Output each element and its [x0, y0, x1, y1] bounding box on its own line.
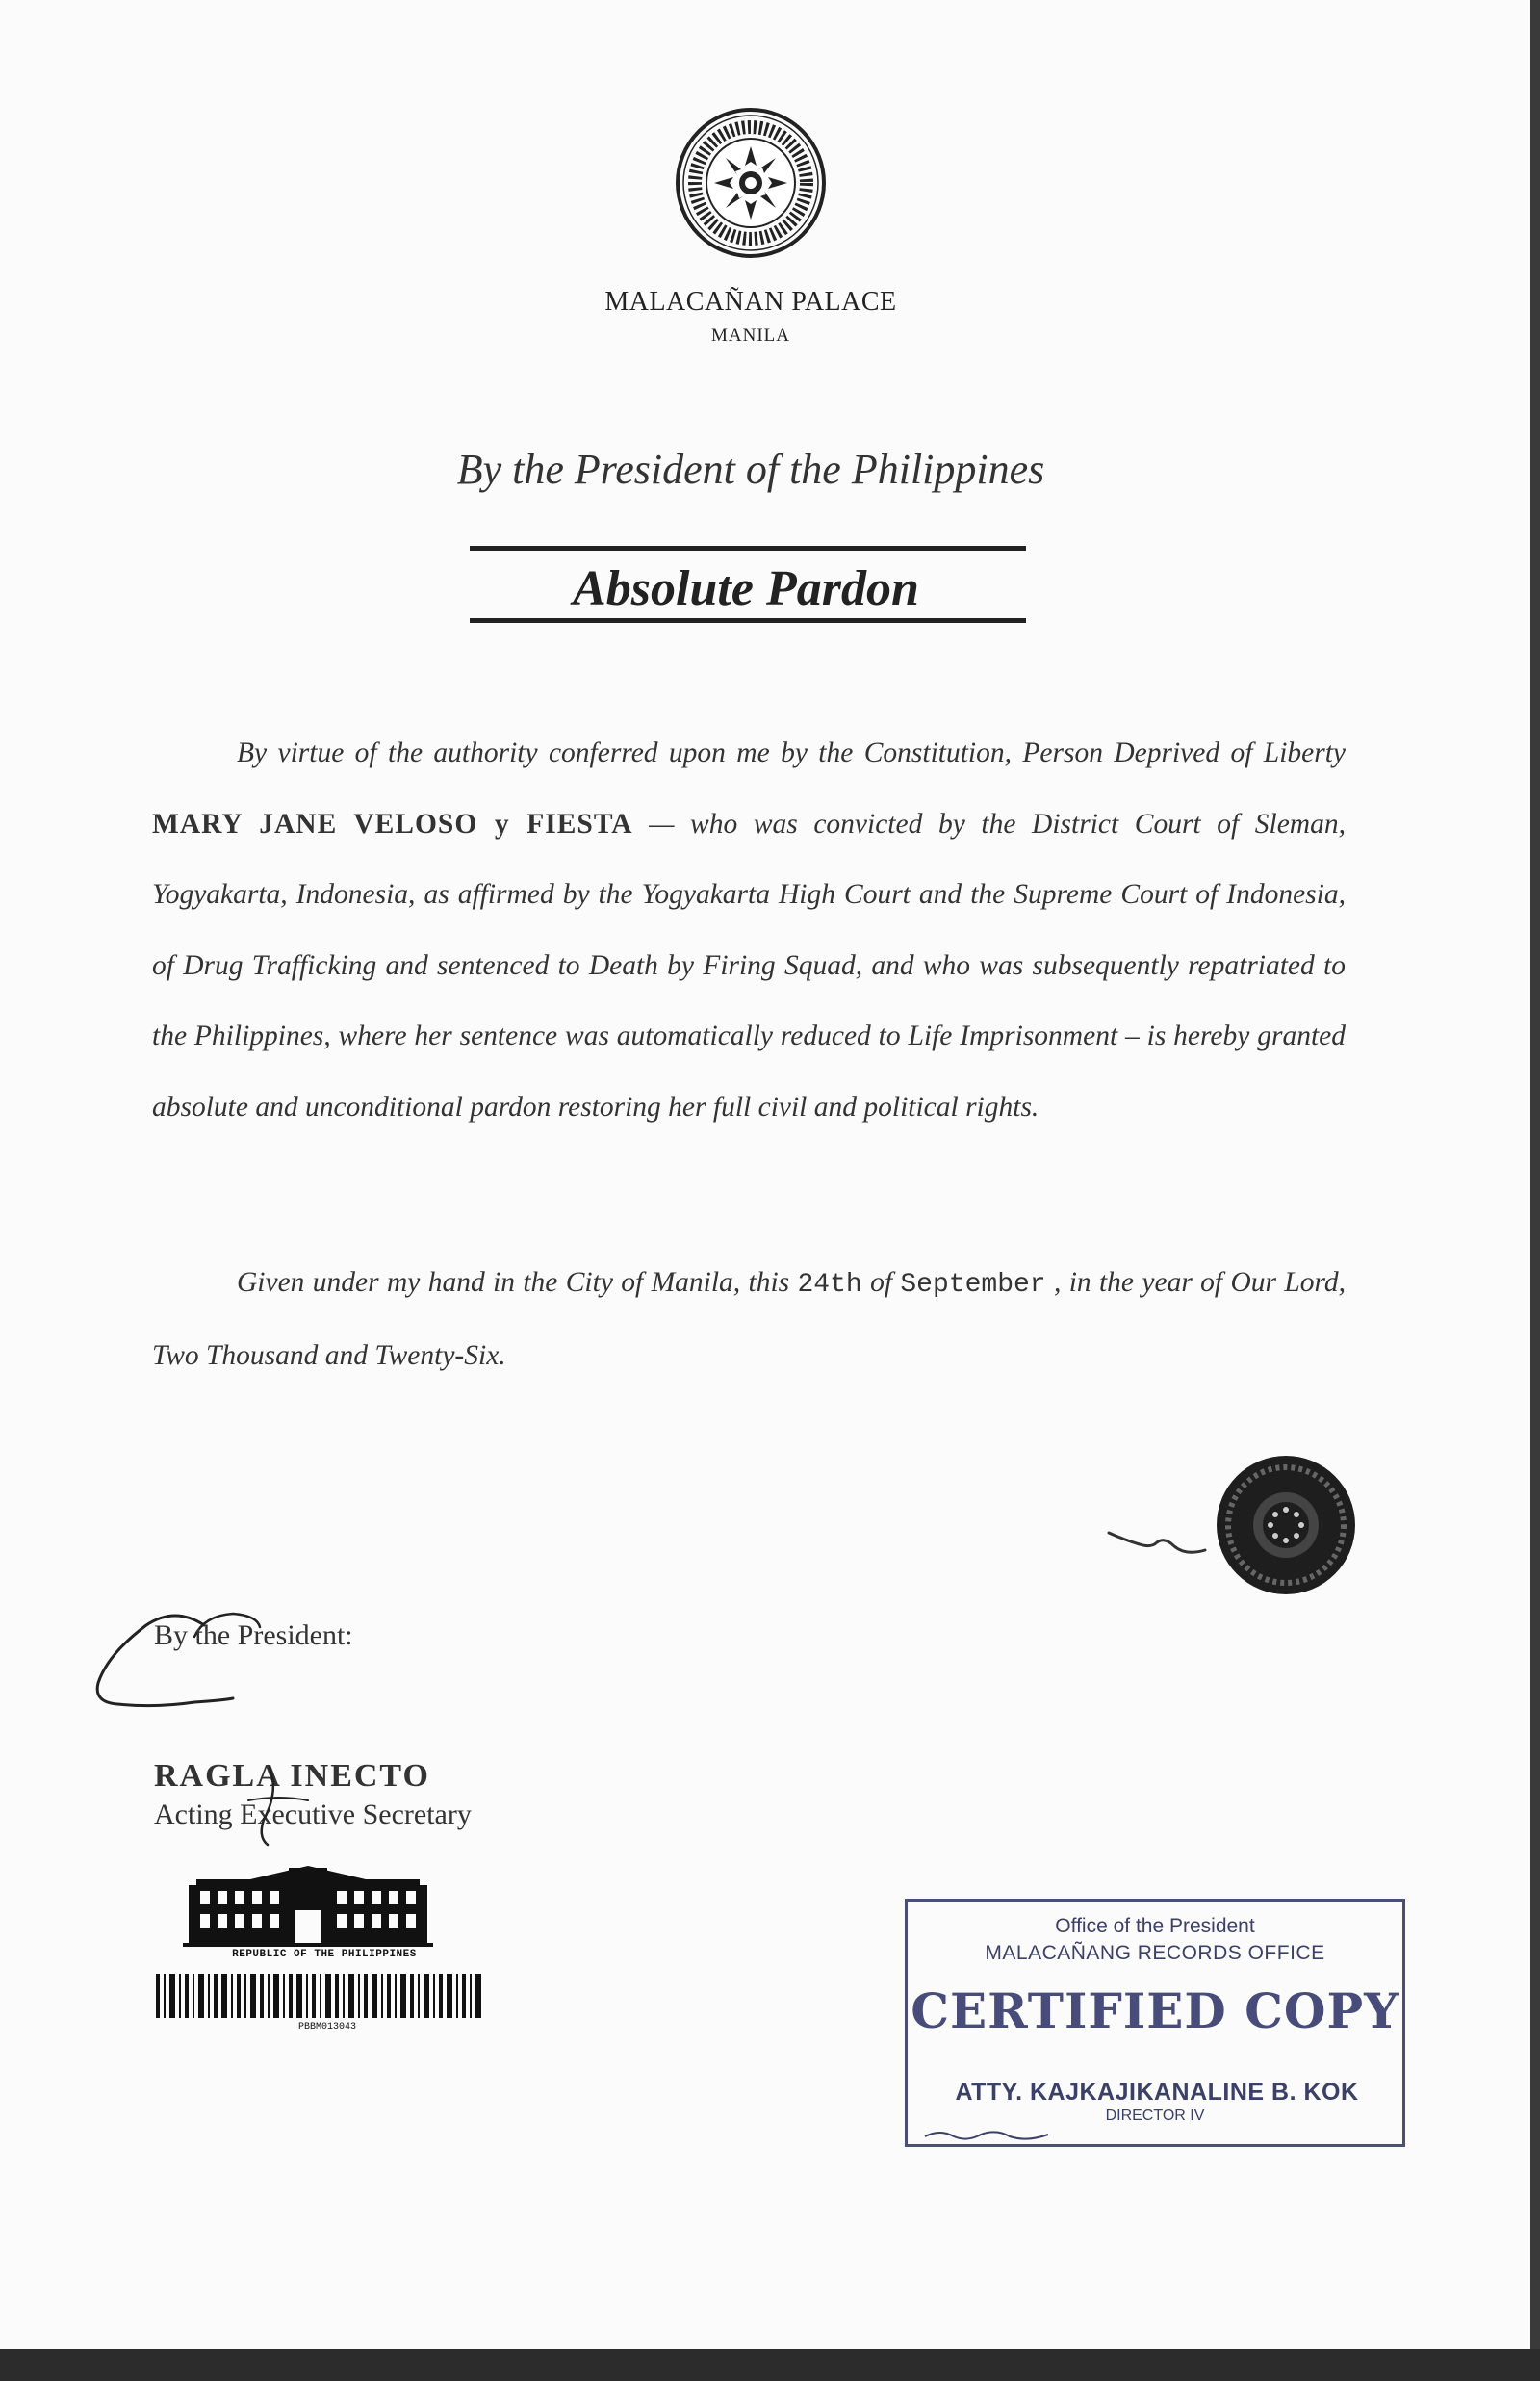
given-day: 24th: [797, 1270, 862, 1300]
given-paragraph: [152, 1248, 1346, 1391]
presidential-seal-icon: [674, 106, 828, 260]
by-the-president-label: By the President:: [154, 1619, 353, 1651]
stamp-role: DIRECTOR IV: [1105, 2108, 1205, 2124]
president-signature-seal: [1097, 1444, 1367, 1618]
title-rule-top: [470, 546, 1026, 551]
stamp-office: Office of the President: [1055, 1915, 1255, 1937]
stamp-certified-copy: CERTIFIED COPY: [911, 1982, 1399, 2039]
attestation-signature: [89, 1587, 339, 1721]
stamp-attorney-name: ATTY. KAJKAJIKANALINE B. KOK: [955, 2079, 1359, 2106]
secretary-name: RAGLA INECTO: [154, 1758, 430, 1794]
paragraph-intro: By virtue of the authority conferred upon me by the Constitution, Person Deprived of Liberty: [237, 738, 1346, 768]
given-intro: Given under my hand in the City of Manila, this: [237, 1267, 798, 1298]
paragraph-rest: — who was convicted by the District Court of Sleman, Yogyakarta, Indonesia, as affirmed by the Yogyakarta High Court and the Supreme Court of Indonesia, of Drug Trafficking and sentenced to Death by Firing Squad, and who was subsequently repatriated to the Philippines, where her sentence was automatically reduced to Life Imprisonment – is hereby granted absolute and unconditional pardon restoring her full civil and political rights.: [152, 808, 1346, 1123]
secretary-title: Acting Executive Secretary: [154, 1799, 472, 1830]
given-year: , in the year of Our Lord, Two Thousand and Twenty-Six.: [152, 1267, 1346, 1371]
stamp-records-office: MALACAÑANG RECORDS OFFICE: [985, 1942, 1325, 1964]
title-rule-bottom: [470, 618, 1026, 623]
certified-copy-stamp: [905, 1899, 1405, 2147]
given-clause: [152, 1248, 1346, 1391]
palace-name: MALACAÑAN PALACE: [604, 287, 897, 317]
pardon-body: [152, 718, 1346, 1143]
pardon-paragraph: [152, 718, 1346, 1143]
page-edge-shadow: [1530, 0, 1540, 2381]
grantee-name: MARY JANE VELOSO y FIESTA: [152, 808, 633, 840]
given-month: September: [900, 1270, 1046, 1300]
authority-line: By the President of the Philippines: [456, 446, 1045, 493]
secretary-signature: [241, 1762, 346, 1849]
given-of: of: [861, 1267, 901, 1298]
barcode-number: PBBM013043: [297, 2022, 356, 2032]
barcode-label: REPUBLIC OF THE PHILIPPINES: [232, 1949, 417, 1960]
document-title: Absolute Pardon: [573, 561, 919, 616]
palace-city: MANILA: [711, 325, 790, 346]
stamp-initials: [921, 2125, 1056, 2144]
bottom-edge-shadow: [0, 2349, 1540, 2381]
